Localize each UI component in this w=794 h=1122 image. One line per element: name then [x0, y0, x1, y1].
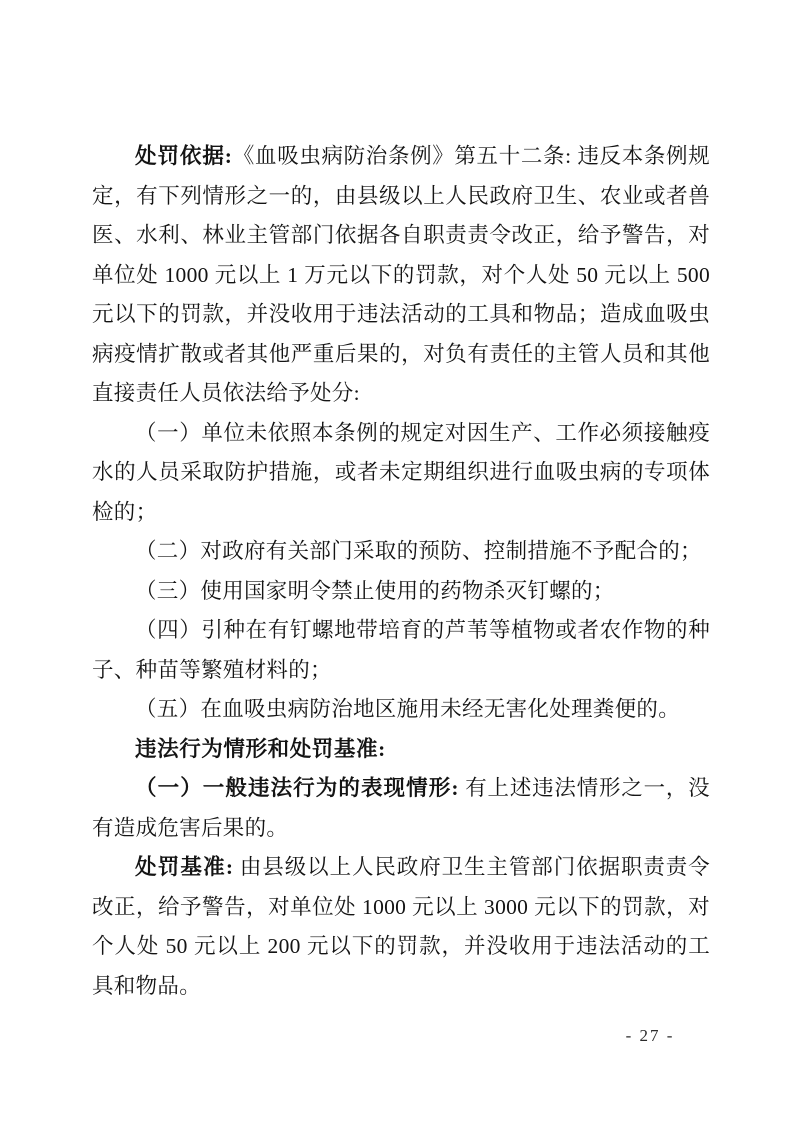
paragraph-lead: 处罚依据:: [135, 144, 233, 168]
paragraph-text: （五）在血吸虫病防治地区施用未经无害化处理粪便的。: [135, 697, 681, 721]
document-body: [92, 137, 710, 1006]
paragraph: [92, 690, 710, 730]
paragraph-text: （四）引种在有钉螺地带培育的芦苇等植物或者农作物的种子、种苗等繁殖材料的；: [92, 618, 710, 682]
section-heading: [92, 730, 710, 770]
paragraph: [92, 769, 710, 848]
paragraph-lead: 处罚基准:: [135, 855, 234, 879]
paragraph-text: （二）对政府有关部门采取的预防、控制措施不予配合的；: [135, 539, 702, 563]
page-number: - 27 -: [625, 1026, 675, 1045]
paragraph: [92, 137, 710, 414]
paragraph: [92, 532, 710, 572]
paragraph: [92, 414, 710, 533]
paragraph-lead: 违法行为情形和处罚基准:: [135, 736, 386, 761]
paragraph: [92, 572, 710, 612]
paragraph-text: （一）单位未依照本条例的规定对因生产、工作必须接触疫水的人员采取防护措施，或者未定期组织进行血吸虫病的专项体检的；: [92, 420, 710, 524]
paragraph-lead: （一）一般违法行为的表现情形:: [135, 776, 460, 800]
paragraph-text: 《血吸虫病防治条例》第五十二条: 违反本条例规定，有下列情形之一的，由县级以上人民政府卫生、农业或者兽医、水利、林业主管部门依据各自职责责令改正，给予警告，对单位处 1000 元以上 1 万元以下的罚款，对个人处 50 元以上 500 元以下的罚款，并没收用于违法活动的工具和物品；造成血吸虫病疫情扩散或者其他严重后果的，对负有责任的主管人员和其他直接责任人员依法给予处分:: [92, 144, 710, 405]
paragraph: [92, 848, 710, 1006]
paragraph-text: （三）使用国家明令禁止使用的药物杀灭钉螺的；: [135, 578, 615, 603]
paragraph-text: 有上述违法情形之一，没有造成危害后果的。: [92, 776, 710, 840]
paragraph-text: 由县级以上人民政府卫生主管部门依据职责责令改正，给予警告，对单位处 1000 元以上 3000 元以下的罚款，对个人处 50 元以上 200 元以下的罚款，并没收用于违法活动的工具和物品。: [92, 855, 710, 998]
paragraph: [92, 611, 710, 690]
